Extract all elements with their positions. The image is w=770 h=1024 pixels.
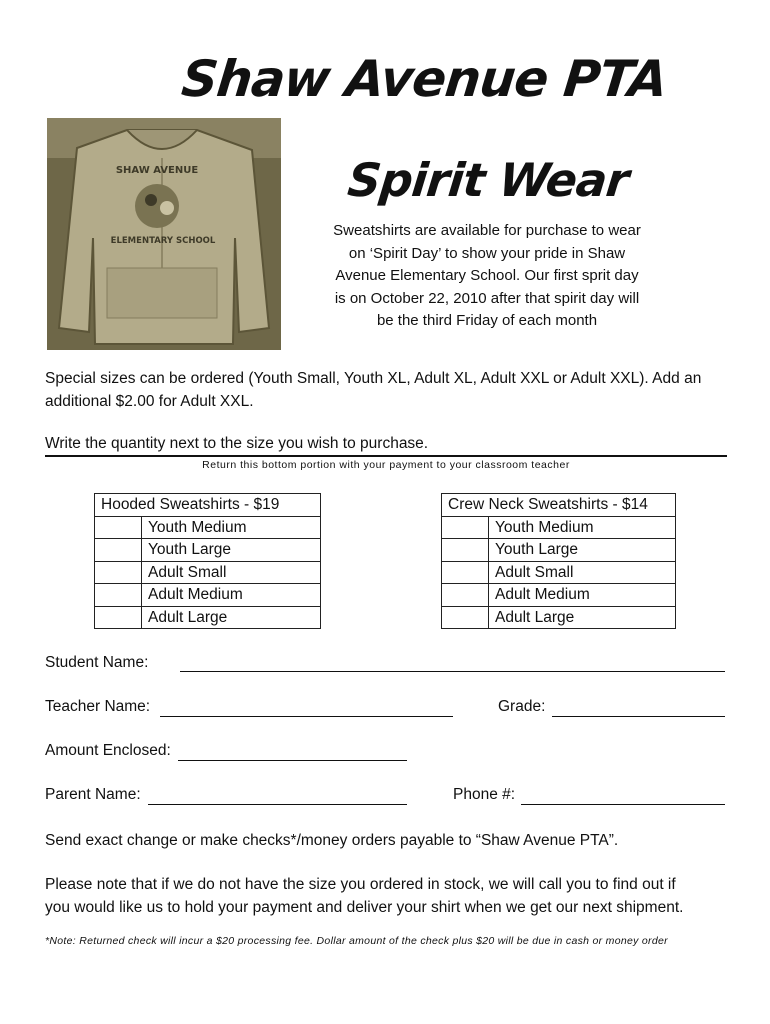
teacher-name-field[interactable] — [160, 716, 453, 717]
intro-line: Sweatshirts are available for purchase to wear — [333, 222, 641, 239]
quantity-box[interactable] — [95, 584, 142, 607]
student-name-field[interactable] — [180, 671, 725, 672]
quantity-box[interactable] — [95, 606, 142, 629]
shirt-text-bottom: ELEMENTARY SCHOOL — [110, 236, 216, 246]
teacher-name-label: Teacher Name: — [45, 698, 151, 715]
crew-neck-sweatshirt-table — [441, 493, 676, 629]
amount-enclosed-label: Amount Enclosed: — [45, 742, 171, 759]
grade-label: Grade: — [498, 698, 546, 715]
special-sizes-paragraph — [45, 368, 735, 413]
special-sizes-line: Special sizes can be ordered (Youth Small, Youth XL, Adult XL, Adult XXL or Adult XXL). Add an — [45, 370, 702, 387]
intro-line: on ‘Spirit Day’ to show your pride in Shaw — [348, 244, 626, 262]
hooded-table-heading: Hooded Sweatshirts - $19 — [95, 494, 321, 517]
sweatshirt-illustration — [47, 118, 281, 350]
size-label: Adult Medium — [489, 584, 676, 607]
sweatshirt-photo — [47, 118, 281, 350]
size-label: Adult Medium — [142, 584, 321, 607]
quantity-box[interactable] — [442, 561, 489, 584]
size-label: Adult Large — [142, 606, 321, 629]
quantity-box[interactable] — [442, 516, 489, 539]
quantity-box[interactable] — [95, 561, 142, 584]
return-note: Return this bottom portion with your payment to your classroom teacher — [202, 459, 570, 471]
stock-note-line: Please note that if we do not have the size you ordered in stock, we will call you to find out if — [45, 876, 676, 893]
intro-line: is on October 22, 2010 after that spirit day will — [334, 289, 640, 307]
size-label: Adult Small — [489, 561, 676, 584]
quantity-instruction: Write the quantity next to the size you wish to purchase. — [45, 435, 429, 452]
grade-field[interactable] — [552, 716, 725, 717]
parent-name-label: Parent Name: — [45, 786, 141, 803]
page-subtitle: Spirit Wear — [345, 153, 631, 207]
returned-check-footnote: *Note: Returned check will incur a $20 processing fee. Dollar amount of the check plus $20 will be due in cash or money order — [45, 935, 668, 947]
crew-table-heading: Crew Neck Sweatshirts - $14 — [442, 494, 676, 517]
size-label: Youth Medium — [142, 516, 321, 539]
student-name-label: Student Name: — [45, 654, 149, 671]
size-label: Youth Large — [489, 539, 676, 562]
special-sizes-line: additional $2.00 for Adult XXL. — [45, 392, 254, 410]
page-title: Shaw Avenue PTA — [178, 50, 670, 108]
intro-paragraph — [312, 220, 662, 333]
quantity-box[interactable] — [442, 584, 489, 607]
phone-field[interactable] — [521, 804, 725, 805]
size-label: Youth Large — [142, 539, 321, 562]
amount-enclosed-field[interactable] — [178, 760, 407, 761]
payment-instruction: Send exact change or make checks*/money orders payable to “Shaw Avenue PTA”. — [45, 832, 619, 849]
shirt-text-top: SHAW AVENUE — [115, 165, 199, 176]
stock-note-line: you would like us to hold your payment and deliver your shirt when we get our next shipment. — [45, 898, 684, 916]
size-label: Adult Large — [489, 606, 676, 629]
quantity-box[interactable] — [442, 606, 489, 629]
quantity-box[interactable] — [442, 539, 489, 562]
quantity-box[interactable] — [95, 539, 142, 562]
size-label: Adult Small — [142, 561, 321, 584]
hooded-sweatshirt-table — [94, 493, 321, 629]
size-label: Youth Medium — [489, 516, 676, 539]
phone-label: Phone #: — [453, 786, 516, 803]
cut-line — [45, 455, 727, 457]
intro-line: Avenue Elementary School. Our first sprit day — [335, 267, 639, 284]
parent-name-field[interactable] — [148, 804, 407, 805]
quantity-box[interactable] — [95, 516, 142, 539]
intro-line: be the third Friday of each month — [376, 312, 598, 329]
stock-note — [45, 874, 735, 919]
